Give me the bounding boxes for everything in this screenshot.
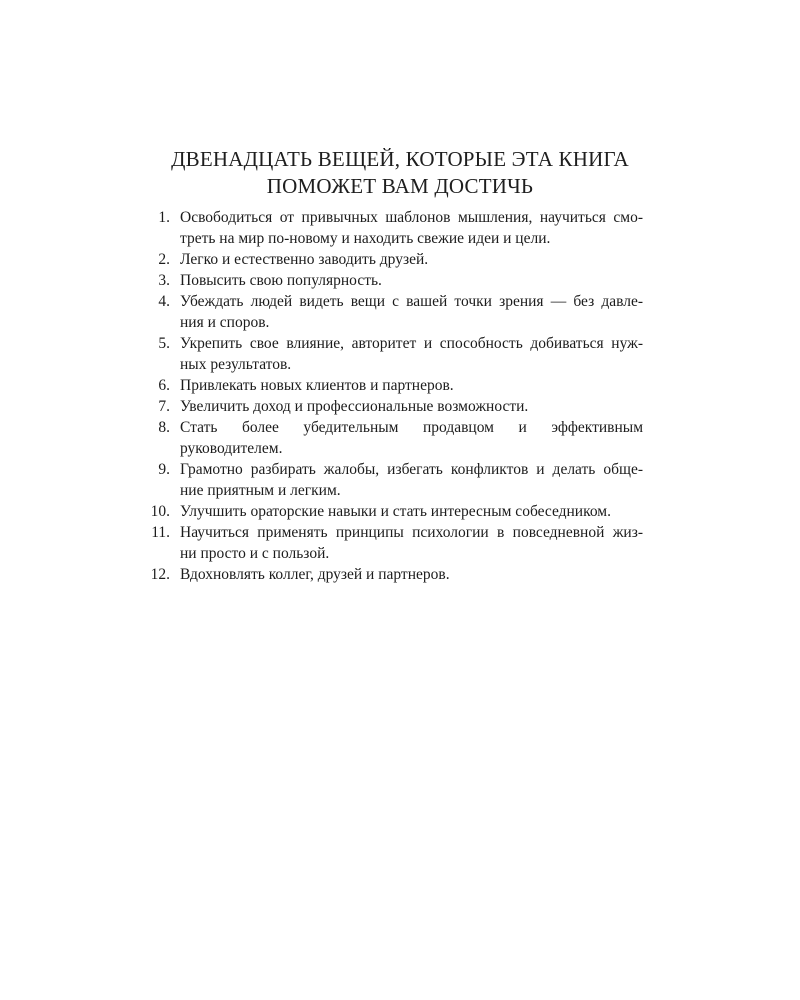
list-item-line: Увеличить доход и профессиональные возможности. (180, 398, 529, 415)
list-item (141, 207, 643, 249)
title-line-1: ДВЕНАДЦАТЬ ВЕЩЕЙ, КОТОРЫЕ ЭТА КНИГА (171, 147, 629, 171)
list-item-text (180, 459, 643, 501)
list-item (141, 417, 643, 459)
list-item-line: Вдохновлять коллег, друзей и партнеров. (180, 566, 450, 583)
list-item-text (180, 564, 643, 585)
page-title (0, 146, 800, 200)
list-item (141, 270, 643, 291)
list-item-text (180, 333, 643, 375)
list-item (141, 249, 643, 270)
list-item-number: 10. (150, 503, 170, 520)
list-item (141, 291, 643, 333)
list-item-number: 9. (158, 461, 170, 478)
list-item-number: 7. (158, 398, 170, 415)
list-item-line: Повысить свою популярность. (180, 272, 382, 289)
list-item-text (180, 501, 643, 522)
list-item-line: Освободиться от привычных шаблонов мышления, научиться смо- (180, 209, 643, 226)
list-item-line: Стать более убедительным продавцом и эффективным (180, 419, 643, 436)
list-item-line: Привлекать новых клиентов и партнеров. (180, 377, 454, 394)
list-item-number: 1. (158, 209, 170, 226)
list-item-line: Убеждать людей видеть вещи с вашей точки зрения — без давле- (180, 293, 643, 310)
list-item-text (180, 522, 643, 564)
list-item-number: 6. (158, 377, 170, 394)
list-item-line: Укрепить свое влияние, авторитет и способность добиваться нуж- (180, 335, 643, 352)
list-item-line: ния и споров. (180, 314, 270, 331)
list-item-text (180, 249, 643, 270)
list-item-line: треть на мир по-новому и находить свежие идеи и цели. (180, 230, 551, 247)
list-item-line: ни просто и с пользой. (180, 545, 330, 562)
list-item-text (180, 207, 643, 249)
list-item-line: Грамотно разбирать жалобы, избегать конфликтов и делать обще- (180, 461, 643, 478)
list-item (141, 396, 643, 417)
list-item-line: Улучшить ораторские навыки и стать интересным собеседником. (180, 503, 611, 520)
list-item (141, 501, 643, 522)
title-line-2: ПОМОЖЕТ ВАМ ДОСТИЧЬ (266, 174, 534, 198)
list-item (141, 564, 643, 585)
list-item-line: Легко и естественно заводить друзей. (180, 251, 429, 268)
list-item-number: 8. (158, 419, 170, 436)
list-item-text (180, 396, 643, 417)
list-item-line: ных результатов. (180, 356, 292, 373)
list-item (141, 375, 643, 396)
list-item-number: 11. (151, 524, 170, 541)
goals-list (141, 207, 643, 585)
list-item-number: 4. (158, 293, 170, 310)
list-item-text (180, 291, 643, 333)
list-item-text (180, 375, 643, 396)
list-item-number: 2. (158, 251, 170, 268)
list-item-text (180, 270, 643, 291)
list-item (141, 522, 643, 564)
list-item (141, 333, 643, 375)
list-item-text (180, 417, 643, 459)
list-item-line: Научиться применять принципы психологии в повседневной жиз- (180, 524, 643, 541)
list-item-line: руководителем. (180, 440, 283, 457)
list-item-line: ние приятным и легким. (180, 482, 341, 499)
list-item-number: 12. (150, 566, 170, 583)
list-item-number: 5. (158, 335, 170, 352)
list-item-number: 3. (158, 272, 170, 289)
list-item (141, 459, 643, 501)
